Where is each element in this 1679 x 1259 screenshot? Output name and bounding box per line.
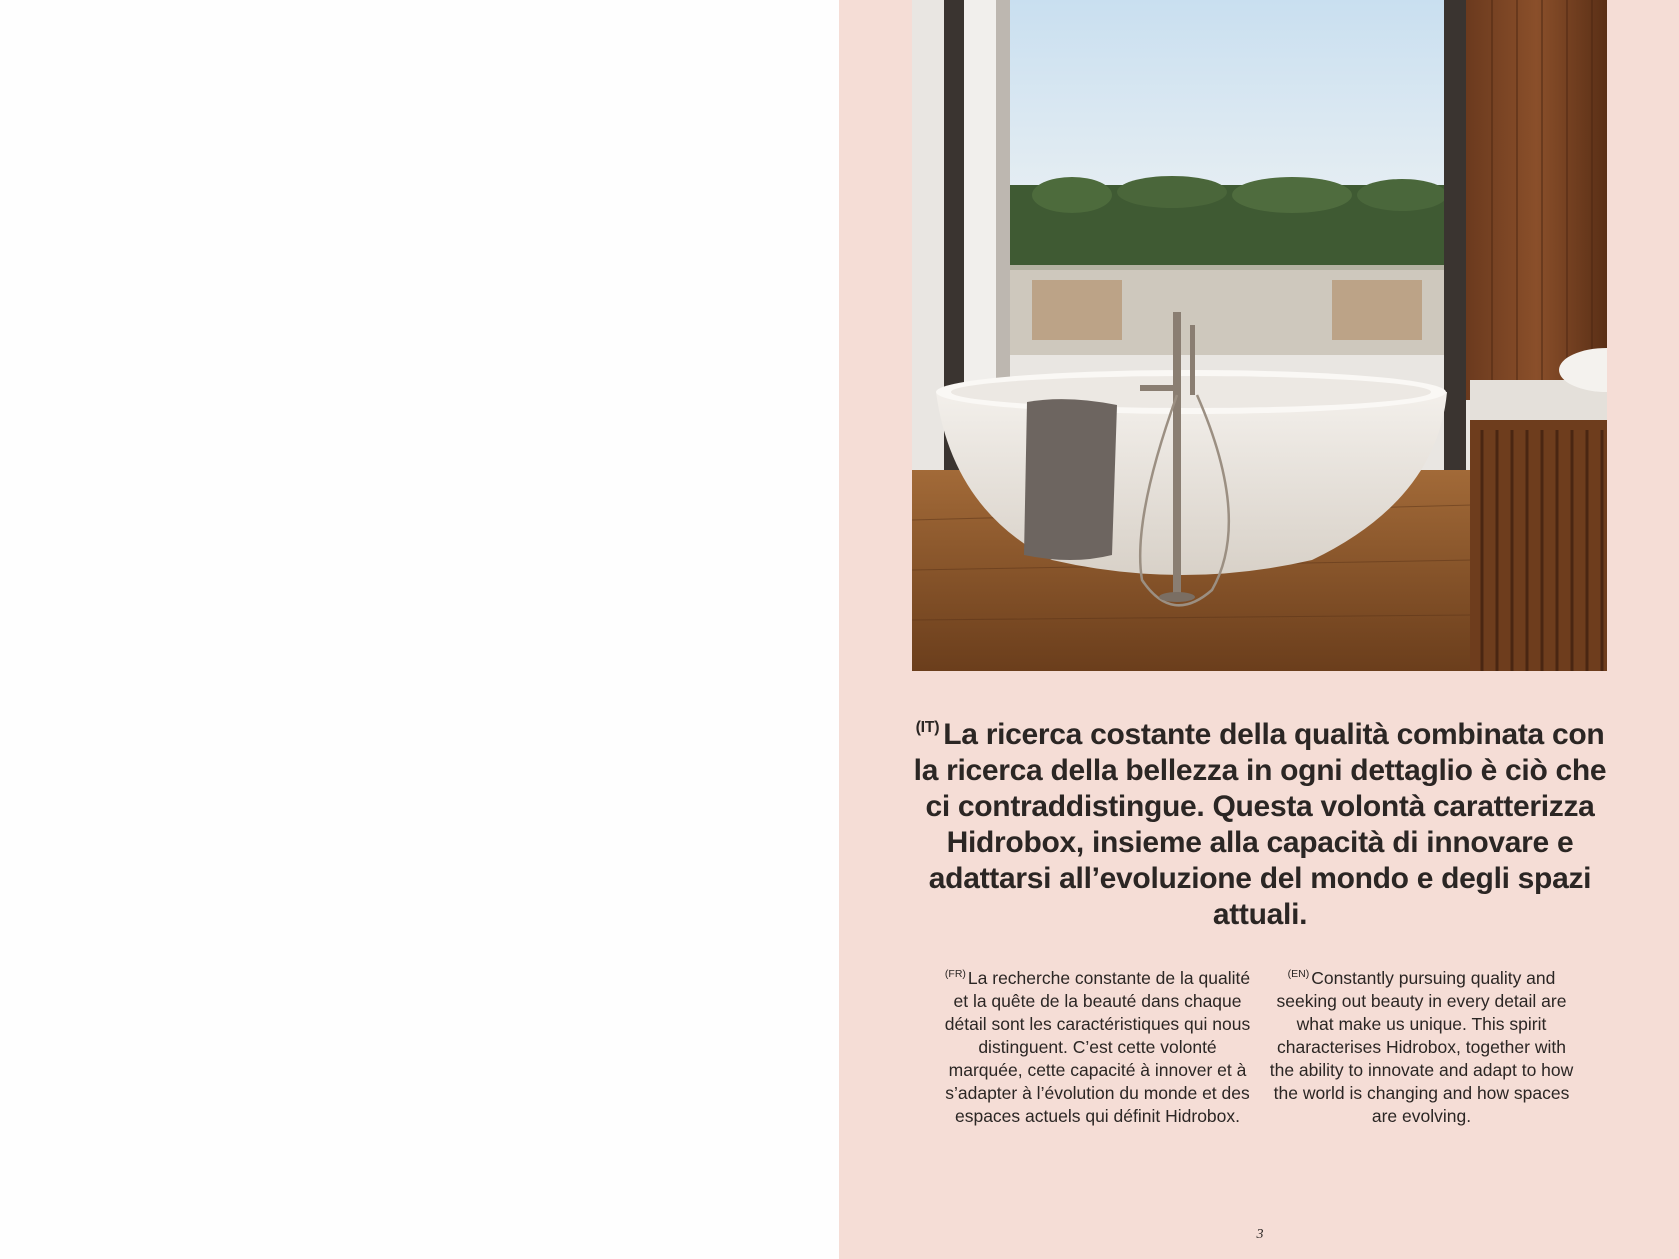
page-number: 3: [1256, 1227, 1264, 1242]
bathroom-photo: [912, 0, 1607, 671]
english-text: Constantly pursuing quality and seeking out beauty in every detail are what make us unique. This spirit characterises Hidrobox, together with the ability to innovate and adapt to how the world is changing and how spaces are evolving.: [1269, 968, 1574, 1126]
english-paragraph: [1264, 963, 1579, 1128]
lang-tag-en: (EN): [1287, 968, 1310, 980]
lang-tag-it: (IT): [915, 719, 940, 736]
italian-headline-text: La ricerca costante della qualità combinata con la ricerca della bellezza in ogni dettaglio è ciò che ci contraddistingue. Questa volontà caratterizza Hidrobox, insieme alla capacità di innovare e adattarsi all’evoluzione del mondo e degli spazi attuali.: [913, 718, 1607, 931]
italian-headline: [900, 710, 1620, 933]
french-paragraph: [940, 963, 1255, 1128]
lang-tag-fr: (FR): [944, 968, 966, 980]
left-blank-page: [0, 0, 839, 1259]
french-text: La recherche constante de la qualité et la quête de la beauté dans chaque détail sont les caractéristiques qui nous distinguent. C’est cette volonté marquée, cette capacité à innover et à s’adapter à l’évolution du monde et des espaces actuels qui définit Hidrobox.: [944, 968, 1251, 1126]
